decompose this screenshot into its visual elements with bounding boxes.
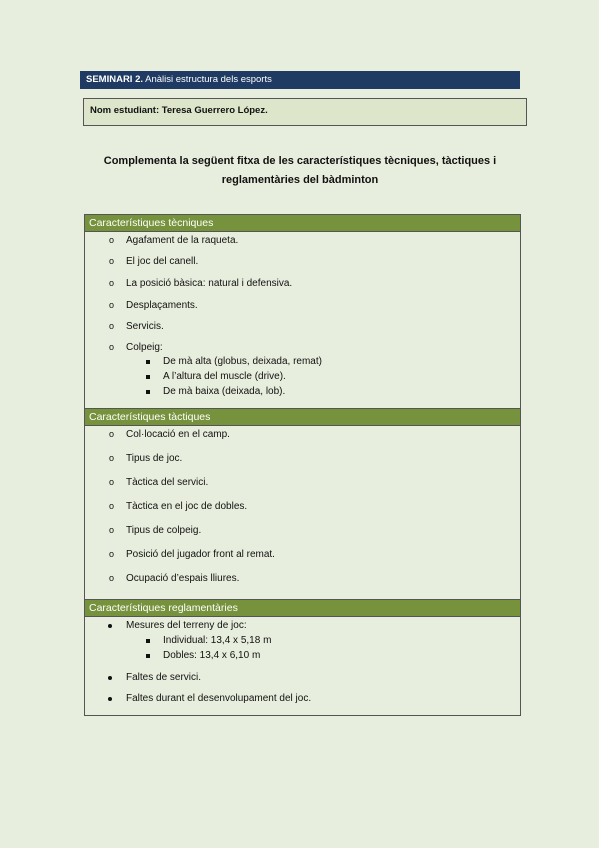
- list-item: Col·locació en el camp.: [126, 429, 230, 440]
- circle-bullet: o: [109, 300, 115, 310]
- list-item: Tipus de colpeig.: [126, 525, 202, 536]
- seminar-title-bar: [80, 71, 520, 89]
- sub-list-item: A l’altura del muscle (drive).: [163, 371, 286, 382]
- list-item: Agafament de la raqueta.: [126, 235, 239, 246]
- circle-bullet: o: [109, 429, 115, 439]
- page-heading: [90, 152, 510, 190]
- dot-bullet: [108, 697, 112, 701]
- list-item: Colpeig:: [126, 342, 163, 353]
- square-bullet: [146, 360, 150, 364]
- dot-bullet: [108, 624, 112, 628]
- circle-bullet: o: [109, 525, 115, 535]
- list-item: Tipus de joc.: [126, 453, 183, 464]
- sub-list-item: Individual: 13,4 x 5,18 m: [163, 635, 272, 646]
- list-item: Mesures del terreny de joc:: [126, 620, 247, 631]
- circle-bullet: o: [109, 321, 115, 331]
- list-item: Posició del jugador front al remat.: [126, 549, 275, 560]
- list-item: Tàctica del servici.: [126, 477, 209, 488]
- list-item: La posició bàsica: natural i defensiva.: [126, 278, 293, 289]
- heading-line-2: reglamentàries del bàdminton: [221, 174, 379, 186]
- characteristics-table: [84, 214, 521, 716]
- seminar-prefix: SEMINARI 2.: [86, 74, 144, 85]
- circle-bullet: o: [109, 256, 115, 266]
- sub-list-item: De mà baixa (deixada, lob).: [163, 386, 286, 397]
- section-header-tecniques: Característiques tècniques: [85, 215, 520, 232]
- circle-bullet: o: [109, 477, 115, 487]
- section-header-reglamentaries: Característiques reglamentàries: [85, 600, 520, 617]
- student-name: Nom estudiant: Teresa Guerrero López.: [90, 105, 268, 116]
- list-item: Servicis.: [126, 321, 164, 332]
- square-bullet: [146, 639, 150, 643]
- circle-bullet: o: [109, 278, 115, 288]
- list-item: Desplaçaments.: [126, 300, 198, 311]
- section-header-tactiques: Característiques tàctiques: [85, 409, 520, 426]
- student-name-box: [83, 98, 527, 126]
- circle-bullet: o: [109, 453, 115, 463]
- list-item: Faltes de servici.: [126, 672, 202, 683]
- seminar-title: Anàlisi estructura dels esports: [145, 74, 272, 85]
- list-item: Ocupació d’espais lliures.: [126, 573, 240, 584]
- circle-bullet: o: [109, 573, 115, 583]
- sub-list-item: De mà alta (globus, deixada, remat): [163, 356, 322, 367]
- list-item: Faltes durant el desenvolupament del joc.: [126, 693, 312, 704]
- square-bullet: [146, 390, 150, 394]
- dot-bullet: [108, 676, 112, 680]
- circle-bullet: o: [109, 549, 115, 559]
- list-item: El joc del canell.: [126, 256, 199, 267]
- square-bullet: [146, 375, 150, 379]
- circle-bullet: o: [109, 235, 115, 245]
- list-item: Tàctica en el joc de dobles.: [126, 501, 248, 512]
- circle-bullet: o: [109, 501, 115, 511]
- square-bullet: [146, 654, 150, 658]
- sub-list-item: Dobles: 13,4 x 6,10 m: [163, 650, 261, 661]
- circle-bullet: o: [109, 342, 115, 352]
- heading-line-1: Complementa la següent fitxa de les característiques tècniques, tàctiques i: [103, 155, 497, 167]
